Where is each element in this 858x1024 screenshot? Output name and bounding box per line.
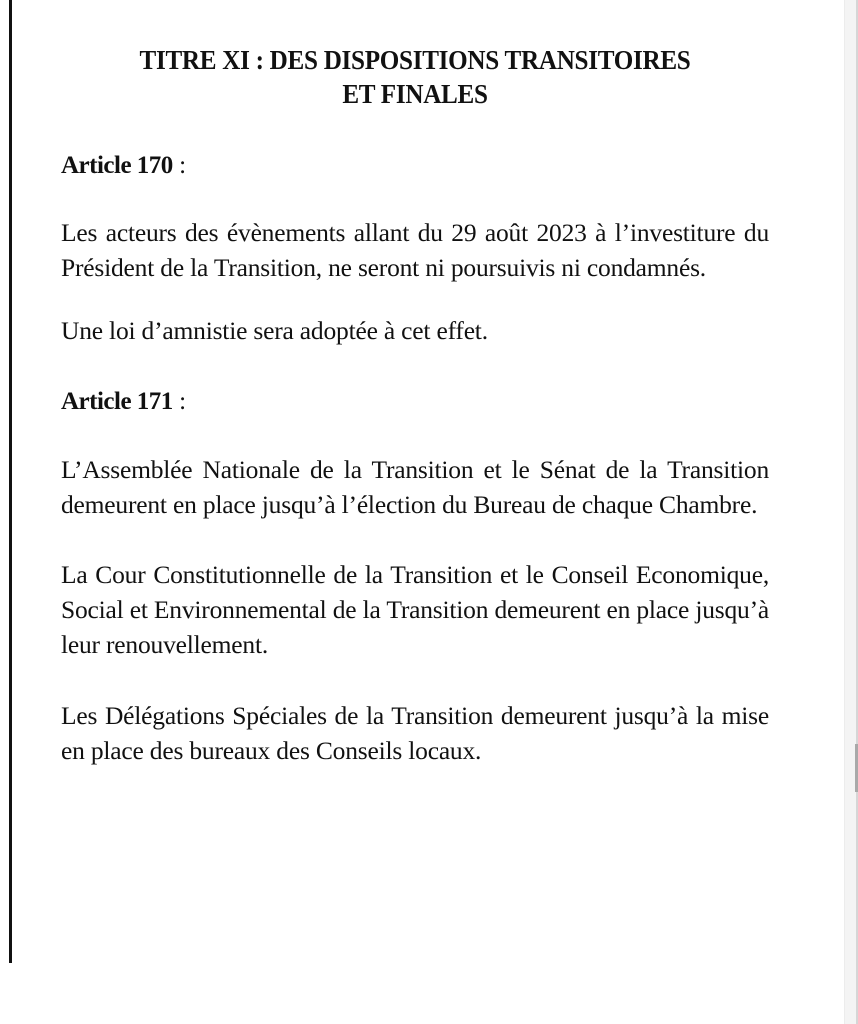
article-separator: : bbox=[172, 152, 187, 179]
document-page bbox=[61, 0, 769, 768]
article-paragraph: L’Assemblée Nationale de la Transition et le Sénat de la Transition demeurent en place jusqu’à l’élection du Bureau de chaque Chambre. bbox=[61, 455, 769, 519]
article-paragraph: Les acteurs des évènements allant du 29 août 2023 à l’investiture du Président de la Transition, ne seront ni poursuivis ni condamnés. bbox=[61, 218, 769, 282]
article-171 bbox=[61, 387, 769, 768]
article-heading bbox=[61, 151, 769, 181]
article-paragraph: La Cour Constitutionnelle de la Transition et le Conseil Economique, Social et Environnemental de la Transition demeurent en place jusqu’à leur renouvellement. bbox=[61, 560, 769, 659]
article-heading bbox=[61, 387, 769, 417]
article-label: Article 171 bbox=[61, 388, 173, 415]
article-paragraph: Une loi d’amnistie sera adoptée à cet effet. bbox=[61, 316, 488, 345]
page-left-border bbox=[9, 0, 12, 963]
article-paragraph: Les Délégations Spéciales de la Transition demeurent jusqu’à la mise en place des bureaux des Conseils locaux. bbox=[61, 701, 769, 765]
title-line-1: TITRE XI : DES DISPOSITIONS TRANSITOIRES bbox=[139, 45, 691, 75]
scrollbar-track[interactable] bbox=[844, 0, 858, 1024]
title-line-2: ET FINALES bbox=[342, 79, 488, 109]
article-label: Article 170 bbox=[61, 152, 173, 179]
article-separator: : bbox=[172, 388, 187, 415]
document-title bbox=[86, 0, 744, 111]
article-170 bbox=[61, 151, 769, 348]
